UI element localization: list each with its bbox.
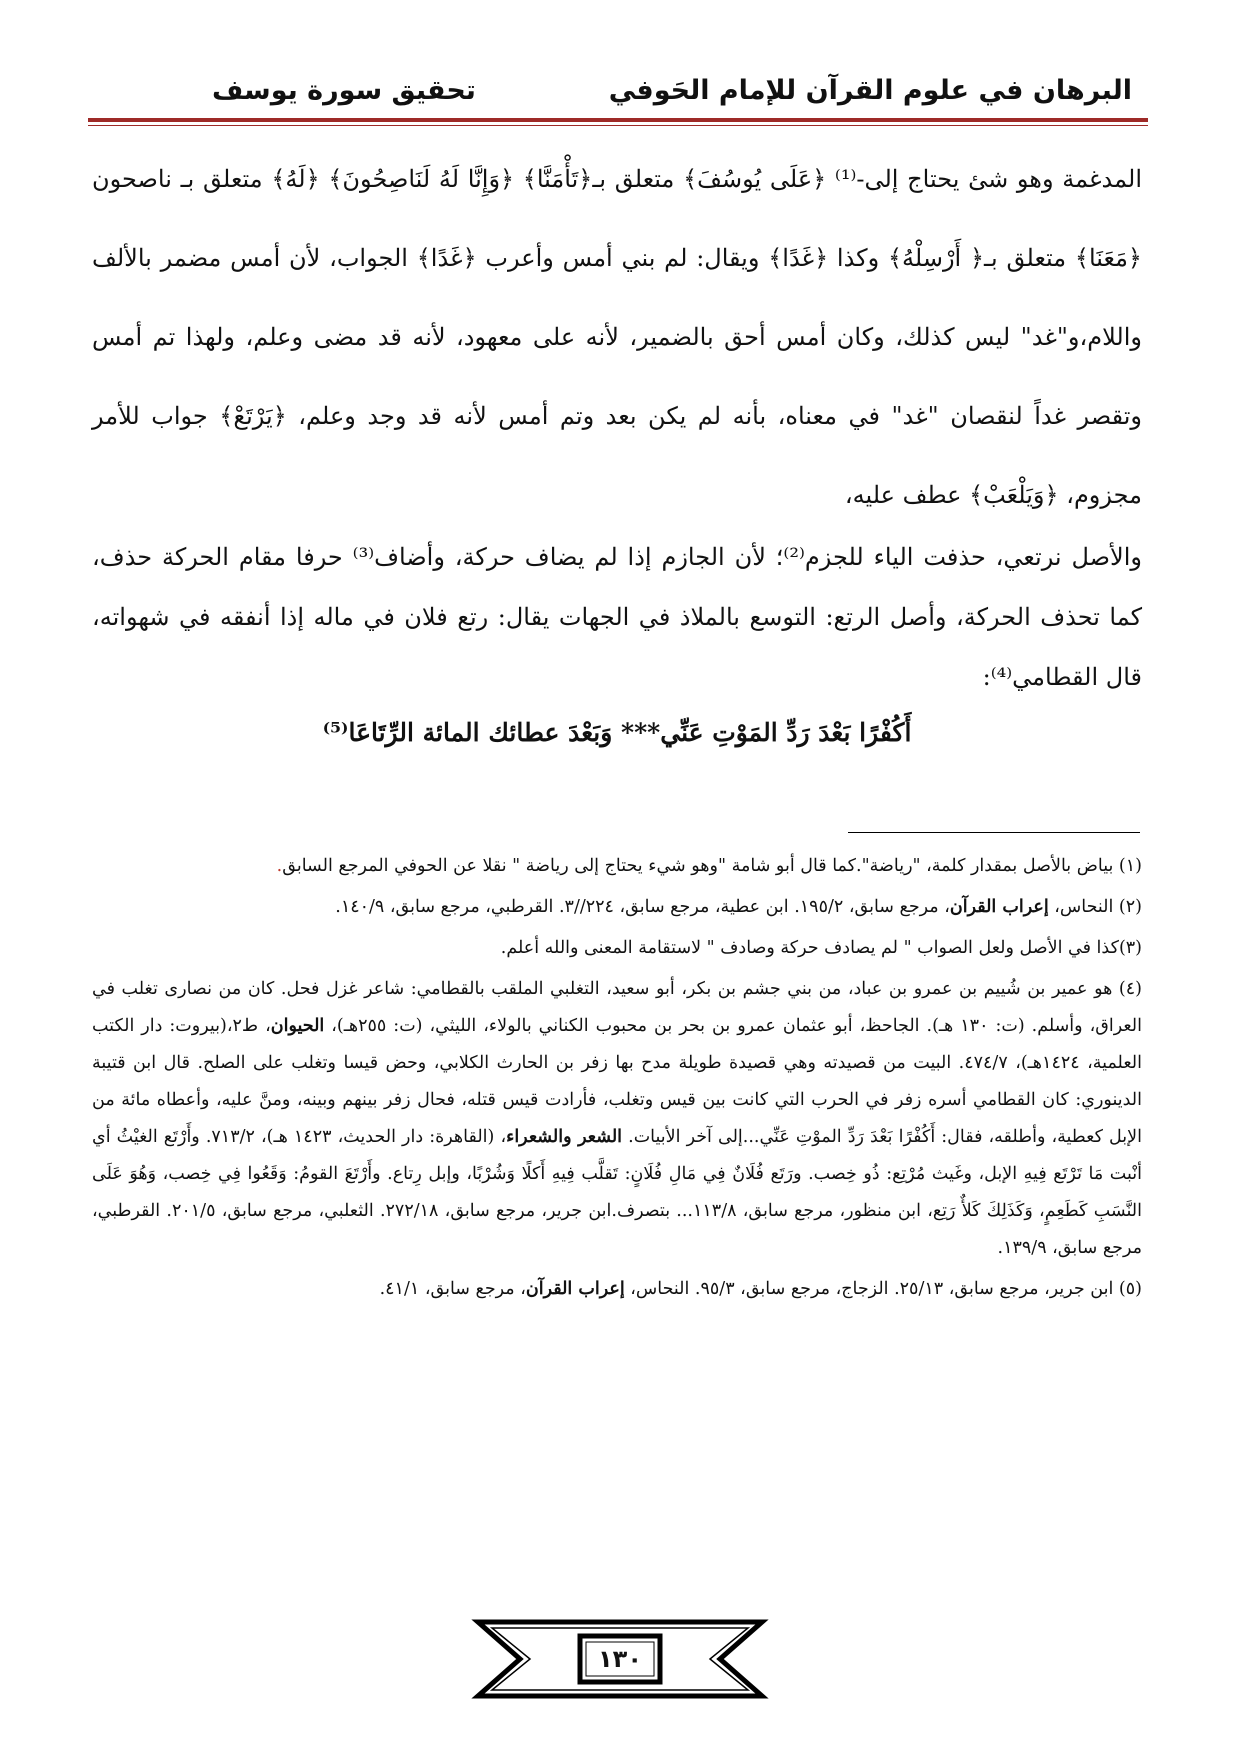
page-number: ١٣٠ (598, 1645, 642, 1673)
paragraph-2: والأصل نرتعي، حذفت الياء للجزم⁽²⁾؛ لأن الجازم إذا لم يضاف حركة، وأضاف⁽³⁾ حرفا مقام الحركة حذف، كما تحذف الحركة، وأصل الرتع: التوسع بالملاذ في الجهات يقال: رتع فلان في ماله إذا أنفقه في شهواته، قال القطامي⁽⁴⁾: (92, 543, 1143, 691)
footnote-4-book-2: الشعر والشعراء (506, 1127, 623, 1147)
footnote-5-text-a: (٥) ابن جرير، مرجع سابق، ٢٥/١٣. الزجاج، مرجع سابق، ٩٥/٣. النحاس، (624, 1279, 1142, 1299)
footnote-4-text-a: (٤) هو عمير بن شُييم بن عمرو بن عباد، من بني جشم بن بكر، أبو سعيد، التغلبي الملقب بالقطامي: شاعر غزل فحل. كان من نصارى تغلب في العراق، وأسلم. (ت: ١٣٠ هـ). الجاحظ، أبو عثمان عمرو بن بحر بن محبوب الكناني بالولاء، الليثي، (ت: ٢٥٥هـ)، (92, 979, 1142, 1036)
footnote-2-text-b: ، مرجع سابق، ١٩٥/٢. ابن عطية، مرجع سابق، ٢٢٤//٣. القرطبي، مرجع سابق، ١٤٠/٩. (335, 897, 950, 917)
footnote-4 (92, 971, 1142, 1267)
footnote-2 (92, 889, 1142, 926)
footnote-5-book: إعراب القرآن (525, 1279, 625, 1299)
footnote-1 (92, 848, 1142, 885)
footnote-5 (92, 1271, 1142, 1308)
paragraph-1: المدغمة وهو شئ يحتاج إلى-⁽¹⁾ ﴿عَلَى يُوسُفَ﴾ متعلق بـ﴿تَأْمَنَّا﴾ ﴿وَإِنَّا لَهُ لَنَاصِحُونَ﴾ ﴿لَهُ﴾ متعلق بـ ناصحون ﴿مَعَنَا﴾ متعلق بـ﴿ أَرْسِلْهُ﴾ وكذا ﴿غَدًا﴾ ويقال: لم بني أمس وأعرب ﴿غَدًا﴾ الجواب، لأن أمس مضمر بالألف واللام،و"غد" ليس كذلك، وكان أمس أحق بالضمير، لأنه على معهود، لأنه قد مضى وعلم، ولهذا تم أمس وتقصر غداً لنقصان "غد" في معناه، بأنه لم يكن بعد وتم أمس لأنه قد وجد وعلم، ﴿يَرْتَعْ﴾ جواب للأمر مجزوم، ﴿وَيَلْعَبْ﴾ عطف عليه، (92, 165, 1142, 509)
book-title: البرهان في علوم القرآن للإمام الحَوفي (608, 74, 1132, 106)
footnote-2-book: إعراب القرآن (949, 897, 1049, 917)
header-rule-thick (88, 118, 1148, 122)
footnote-separator (848, 832, 1140, 833)
header-rule-thin (88, 125, 1148, 126)
main-text (92, 140, 1142, 707)
footnotes (92, 848, 1142, 1312)
page-number-ornament (470, 1614, 770, 1704)
footnote-4-text-b: ، ط٢،(بيروت: دار الكتب العلمية، ١٤٢٤هـ)، ٤٧٤/٧. البيت من قصيدته وهي قصيدة طويلة مدح بها زفر بن الحارث الكلابي، وحض قيسا وتغلب على الصلح. قال ابن قتيبة الدينوري: كان القطامي أسره زفر في الحرب التي كانت بين قيس وتغلب، فأرادت قيس قتله، فحال زفر بينهم وبينه، ومنَّ عليه، وأعطاه مائة من الإبل كعطية، وأطلقه، فقال: أَكُفْرًا بَعْدَ رَدِّ الموْتِ عَنِّي...إلى آخر الأبيات. (92, 1016, 1142, 1147)
footnote-3: (٣)كذا في الأصل ولعل الصواب " لم يصادف حركة وصادف " لاستقامة المعنى والله أعلم. (500, 938, 1142, 958)
section-title: تحقيق سورة يوسف (212, 74, 476, 106)
footnote-5-text-b: ، مرجع سابق، ٤١/١. (379, 1279, 526, 1299)
footnote-4-book-1: الحيوان (270, 1016, 325, 1036)
running-header (92, 70, 1142, 110)
footnote-2-text-a: (٢) النحاس، (1048, 897, 1142, 917)
footnote-4-text-c: ، (القاهرة: دار الحديث، ١٤٢٣ هـ)، ٧١٣/٢. وأَرْتَع الغيْثُ أي أنْبت مَا تَرْتَع فِيهِ الإبل، وغَيث مُرْتِع: ذُو خِصب. ورَتَع فُلَانٌ فِي مَالِ فُلَانٍ: تَقلَّب فِيهِ أَكلًا وَشُرْبًا، وإبل رِتاع. وأَرْتَعَ القومُ: وَقَعُوا فِي خِصب، وَهُوَ عَلَى النَّسَبِ كَطَعِمٍ، وَكَذَلِكَ كَلأٌ رَتِع، ابن منظور، مرجع سابق، ١١٣/٨... بتصرف.ابن جرير، مرجع سابق، ٢٧٢/١٨. الثعلبي، مرجع سابق، ٢٠١/٥. القرطبي، مرجع سابق، ١٣٩/٩. (92, 1127, 1142, 1258)
footnote-1-end: . (276, 856, 283, 876)
footnote-1-text: (١) بياض بالأصل بمقدار كلمة، "رياضة".كما قال أبو شامة "وهو شيء يحتاج إلى رياضة " نقلا عن الحوفي المرجع السابق (282, 856, 1142, 876)
poetry-verse: أَكُفْرًا بَعْدَ رَدِّ المَوْتِ عَنِّي*** وَبَعْدَ عطائك المائة الرِّتَاعَا⁽⁵⁾ (322, 718, 912, 747)
